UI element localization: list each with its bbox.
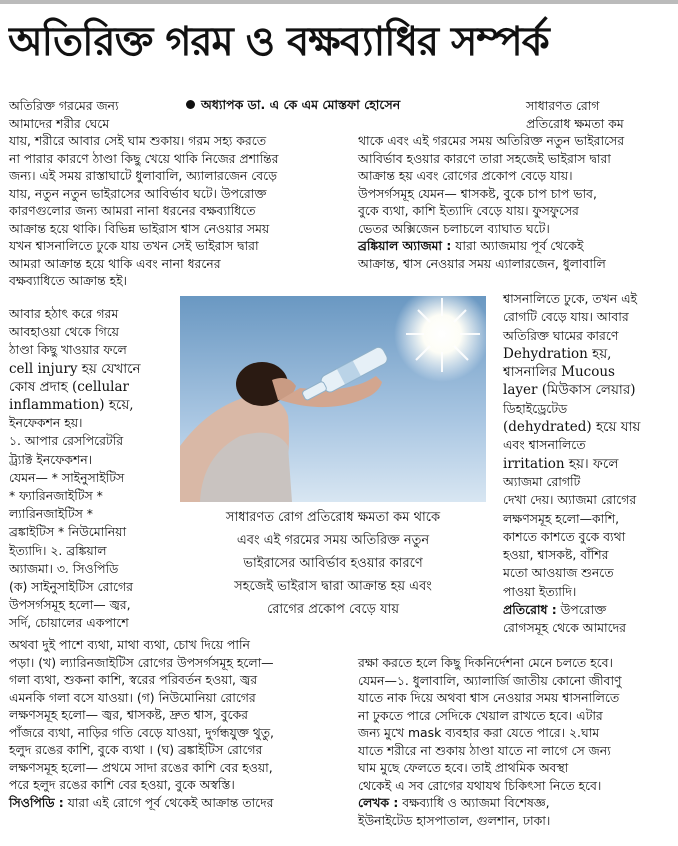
text-line: জন্য। এই সময় রাস্তাঘাটে ধুলাবালি, অ্যালারজেন বেড়ে [9, 168, 278, 183]
text-line: আক্রান্ত হয়ে থাকি। বিভিন্ন ভাইরাস শ্বাস নেওয়ার সময় [9, 220, 270, 236]
text-line: হলুদ রঙের কাশি, বুকে ব্যথা । (ঘ) ব্রঙ্কাইটিস রোগের [9, 742, 263, 757]
text-fragment: যারা এই রোগে পূর্ব থেকেই আক্রান্ত তাদের [63, 794, 274, 810]
text-line: প্রতিরোধ ক্ষমতা কম [526, 115, 624, 131]
text-line: irritation হয়। ফলে [503, 455, 619, 472]
text-line: রোগটি বেড়ে যায়। আবার [503, 309, 629, 325]
text-line: বক্ষব্যাধিতে আক্রান্ত হই। [9, 273, 127, 288]
text-line: ইউনাইটেড হাসপাতাল, গুলশান, ঢাকা। [358, 812, 551, 828]
text-line: inflammation) হয়ে, [9, 397, 134, 414]
woman-drinking-water-illustration [180, 296, 486, 502]
subheading-writer: লেখক : [358, 795, 399, 810]
text-line: আবির্ভাব হওয়ার কারণে তারা সহজেই ভাইরাস দ্বারা [358, 150, 611, 166]
text-line: ভেতর অক্সিজেন চলাচলে ব্যাঘাত ঘটে। [358, 220, 550, 236]
text-line: অথবা দুই পাশে ব্যথা, মাথা ব্যথা, চোখ দিয়ে পানি [9, 637, 250, 652]
text-fragment: বক্ষব্যাধি ও অ্যাজমা বিশেষজ্ঞ, [398, 795, 550, 810]
text-line: সর্দি, চোয়ালের একপাশে [9, 615, 129, 631]
bullet-dot-icon [186, 100, 195, 109]
subheading-asthma: ব্রঙ্কিয়াল অ্যাজমা : [358, 238, 452, 253]
text-line: না পারার কারণে ঠাণ্ডা কিছু খেয়ে থাকি নিজের প্রশান্তির [9, 150, 279, 166]
text-line: ডিহাইড্রেটেড [503, 400, 568, 416]
text-line: গলা ব্যথা, শুকনা কাশি, স্বরের পরিবর্তন হওয়া, জ্বর [9, 672, 258, 687]
caption-line: রোগের প্রকোপ বেড়ে যায় [266, 602, 400, 617]
caption-line: সহজেই ভাইরাস দ্বারা আক্রান্ত হয় এবং [234, 579, 432, 594]
text-line: সাধারণত রোগ [526, 98, 600, 113]
text-fragment: যারা অ্যাজমায় পূর্ব থেকেই [451, 238, 584, 253]
text-line: আবহাওয়া থেকে গিয়ে [9, 324, 119, 340]
text-line: আবার হঠাৎ করে গরম [9, 306, 119, 321]
author-name: অধ্যাপক ডা. এ কে এম মোস্তফা হোসেন [201, 97, 401, 112]
text-line: রক্ষা করতে হলে কিছু দিকনির্দেশনা মেনে চলতে হবে। [358, 655, 613, 670]
article-photo [180, 296, 486, 502]
text-line: ঠাণ্ডা কিছু খাওয়ার ফলে [9, 342, 127, 358]
text-line: শ্বাসনালিতে ঢুকে, তখন এই [503, 291, 638, 306]
text-line: অতিরিক্ত গরমের জন্য [9, 98, 119, 113]
text-line: লক্ষণসমূহ হলো— জ্বর, শ্বাসকষ্ট, দ্রুত শ্বাস, বুকের [9, 707, 248, 722]
text-fragment: উপরোক্ত [556, 602, 607, 618]
text-line: লক্ষণসমূহ হলো— প্রথমে সাদা রঙের কাশি বের হওয়া, [9, 759, 273, 775]
text-line: যেমন—১. ধুলাবালি, অ্যালার্জি জাতীয় কোনো জীবাণু [358, 672, 622, 688]
caption-line: এবং এই গরমের সময় অতিরিক্ত নতুন [236, 533, 430, 548]
text-line: থেকেই এ সব রোগের যথাযথ চিকিৎসা নিতে হবে। [358, 777, 602, 793]
text-line: আমরা আক্রান্ত হয়ে থাকি এবং নানা ধরনের [9, 255, 221, 271]
text-line: না ঢুকতে পারে সেদিকে খেয়াল রাখতে হবে। এটার [358, 707, 603, 723]
text-line: ১. আপার রেসপিরেটরি [9, 433, 124, 449]
left-intro [9, 97, 179, 132]
subheading-copd: সিওপিডি : [9, 794, 64, 810]
text-line: কারণগুলোর জন্য আমরা নানা ধরনের বক্ষব্যাধিতে [9, 203, 256, 218]
text-line: ইনফেকশন হয়। [9, 415, 83, 431]
text-line: পরে হলুদ রঙের কাশি বের হওয়া, বুকে অস্বস্তি। [9, 777, 235, 792]
text-line: আক্রান্ত হয় এবং রোগের প্রকোপ বেড়ে যায়। [358, 168, 573, 183]
text-line: উপসর্গসমূহ যেমন— শ্বাসকষ্ট, বুকে চাপ চাপ ভাব, [358, 185, 597, 201]
text-line: (dehydrated) হয়ে যায় [503, 419, 641, 436]
text-line: শ্বাসনালির Mucous [503, 364, 615, 381]
text-line: লক্ষণসমূহ হলো—কাশি, [503, 510, 620, 526]
text-line: পাঁজরে ব্যথা, নাড়ির গতি বেড়ে যাওয়া, দুর্গন্ধযুক্ত থুতু, [9, 724, 274, 740]
photo-caption [180, 506, 486, 646]
text-line: দেখা দেয়। অ্যাজমা রোগের [503, 492, 637, 508]
text-line: মতো আওয়াজ শুনতে [503, 565, 614, 581]
text-line: ল্যারিনজাইটিস * [9, 506, 93, 522]
subheading-prevention: প্রতিরোধ : [503, 602, 557, 618]
text-line: (ক) সাইনুসাইটিস রোগের [9, 579, 133, 595]
text-line: যাতে শরীরে না শুকায় ঠাণ্ডা যাতে না লাগে সে জন্য [358, 742, 611, 758]
text-line: ট্র্যাক্ট ইনফেকশন। [9, 451, 93, 467]
text-line: পড়া। (খ) ল্যারিনজাইটিস রোগের উপসর্গসমূহ হলো— [9, 654, 274, 670]
text-line: এমনকি গলা বসে যাওয়া। (গ) নিউমোনিয়া রোগের [9, 689, 256, 705]
right-narrow [503, 290, 675, 638]
left-bottom [9, 636, 355, 811]
text-line: অ্যাজমা রোগটি [503, 473, 581, 489]
right-bottom [358, 654, 676, 829]
left-narrow [9, 305, 179, 633]
right-intro [526, 97, 676, 132]
text-line: cell injury হয় যেখানে [9, 360, 141, 377]
text-line: কাশতে কাশতে বুকে ব্যথা [503, 528, 626, 544]
text-line: রোগসমূহ থেকে আমাদের [503, 620, 626, 636]
text-line: কোষ প্রদাহ (cellular [9, 378, 130, 395]
caption-line: ভাইরাসের আবির্ভাব হওয়ার কারণে [243, 556, 423, 571]
byline [186, 96, 526, 114]
text-line: * ফ্যারিনজাইটিস * [9, 488, 103, 504]
text-line: বুকে ব্যথা, কাশি ইত্যাদি বেড়ে যায়। ফুসফুসের [358, 203, 579, 218]
text-line: Dehydration হয়, [503, 345, 612, 362]
text-line: আমাদের শরীর ঘেমে [9, 115, 110, 131]
caption-line: সাধারণত রোগ প্রতিরোধ ক্ষমতা কম থাকে [225, 510, 441, 525]
text-line: আক্রান্ত, শ্বাস নেওয়ার সময় এ্যালারজেন, ধুলাবালি [358, 255, 606, 271]
text-line: ঘাম মুছে ফেলতে হবে। তাই প্রাথমিক অবস্থা [358, 760, 569, 775]
text-line: ইত্যাদি। ২. ব্রঙ্কিয়াল [9, 542, 107, 558]
text-line: যাতে নাক দিয়ে অথবা শ্বাস নেওয়ার সময় শ্বাসনালিতে [358, 690, 620, 705]
left-body [9, 132, 349, 290]
text-line: layer (মিউকাস লেয়ার) [503, 382, 636, 399]
text-line: হওয়া, শ্বাসকষ্ট, বাঁশির [503, 547, 609, 563]
text-line: এবং শ্বাসনালিতে [503, 437, 586, 453]
text-line: যেমন— * সাইনুসাইটিস [9, 469, 125, 485]
text-line: পাওয়া ইত্যাদি। [503, 583, 577, 599]
text-line: উপসর্গসমূহ হলো— জ্বর, [9, 597, 131, 613]
text-line: অতিরিক্ত ঘামের কারণে [503, 327, 619, 343]
headline: অতিরিক্ত গরম ও বক্ষব্যাধির সম্পর্ক [8, 18, 549, 65]
text-line: থাকে এবং এই গরমের সময় অতিরিক্ত নতুন ভাইরাসের [358, 133, 625, 148]
text-line: যায়, নতুন নতুন ভাইরাসের আবির্ভাব ঘটে। উপরোক্ত [9, 185, 267, 201]
text-line: জন্য মুখে mask ব্যবহার করা যেতে পারে। ২.ঘাম [358, 725, 600, 740]
text-line: অ্যাজমা। ৩. সিওপিডি [9, 560, 119, 576]
text-line: যায়, শরীরে আবার সেই ঘাম শুকায়। গরম সহ্য করতে [9, 133, 267, 148]
text-line: ব্রঙ্কাইটিস * নিউমোনিয়া [9, 524, 127, 540]
text-line: যখন শ্বাসনালিতে ঢুকে যায় তখন সেই ভাইরাস দ্বারা [9, 238, 259, 253]
right-body [358, 132, 676, 272]
